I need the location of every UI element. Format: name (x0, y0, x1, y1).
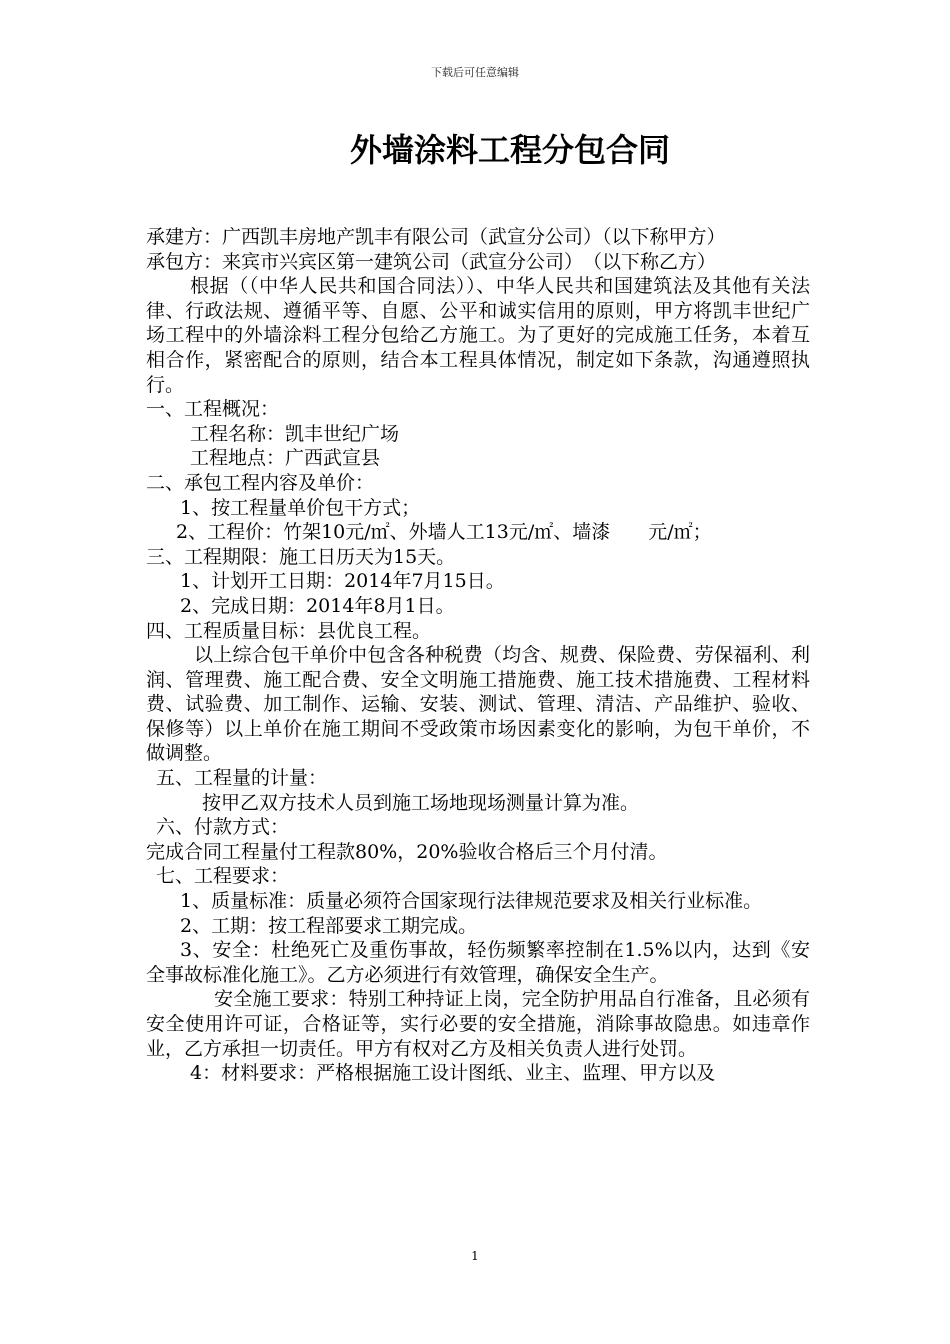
paragraph: 一、工程概况： (146, 398, 280, 421)
paragraph: 七、工程要求： (156, 865, 290, 888)
paragraph: 1、质量标准：质量必须符合国家现行法律规范要求及相关行业标准。 (180, 890, 763, 913)
paragraph: 以上综合包干单价中包含各种税费（均含、规费、保险费、劳保福利、利润、管理费、施工配合费、安全文明施工措施费、施工技术措施费、工程材料费、试验费、加工制作、运输、安装、测试、管理、清洁、产品维护、验收、保修等）以上单价在施工期间不受政策市场因素变化的影响，为包干单价，不做调整。 (146, 644, 810, 765)
paragraph: 二、承包工程内容及单价： (146, 471, 375, 494)
document-body (146, 225, 810, 1086)
paragraph: 3、安全：杜绝死亡及重伤事故，轻伤频繁率控制在1.5%以内，达到《安全事故标准化施工》。乙方必须进行有效管理，确保安全生产。 (146, 939, 810, 986)
document-title: 外墙涂料工程分包合同 (349, 131, 670, 169)
paragraph: 承建方：广西凯丰房地产凯丰有限公司（武宣分公司）（以下称甲方） (146, 226, 726, 248)
paragraph: 三、工程期限：施工日历天为15天。 (146, 545, 456, 568)
paragraph: 1、按工程量单价包干方式； (180, 496, 421, 519)
paragraph: 安全施工要求：特别工种持证上岗，完全防护用品自行准备，且必须有安全使用许可证，合格证等，实行必要的安全措施，消除事故隐患。如违章作业，乙方承担一切责任。甲方有权对乙方及相关负责人进行处罚。 (146, 988, 810, 1060)
paragraph: 完成合同工程量付工程款80%，20%验收合格后三个月付清。 (146, 840, 668, 863)
paragraph: 2、完成日期：2014年8月1日。 (180, 594, 455, 617)
page-header: 下载后可任意编辑 (431, 66, 519, 79)
paragraph: 2、工期：按工程部要求工期完成。 (180, 914, 478, 937)
paragraph: 承包方：来宾市兴宾区第一建筑公司（武宣分公司） （以下称乙方） (146, 250, 717, 273)
paragraph: 1、计划开工日期：2014年7月15日。 (180, 570, 505, 593)
paragraph: 工程名称：凯丰世纪广场 (190, 422, 400, 445)
paragraph: 四、工程质量目标：县优良工程。 (146, 619, 432, 642)
paragraph: 五、工程量的计量： (156, 767, 328, 790)
page-number: 1 (471, 1249, 479, 1263)
paragraph: 工程地点：广西武宣县 (190, 447, 381, 470)
paragraph: 4：材料要求：严格根据施工设计图纸、业主、监理、甲方以及 (190, 1062, 716, 1085)
paragraph: 按甲乙双方技术人员到施工场地现场测量计算为准。 (202, 791, 640, 814)
paragraph: 六、付款方式： (156, 816, 290, 839)
paragraph: 2、工程价：竹架10元/㎡、外墙人工13元/㎡、墙漆 元/㎡； (176, 521, 712, 544)
paragraph: 根据（（中华人民共和国合同法））、中华人民共和国建筑法及其他有关法律、行政法规、遵循平等、自愿、公平和诚实信用的原则，甲方将凯丰世纪广场工程中的外墙涂料工程分包给乙方施工。为了更好的完成施工任务，本着互相合作，紧密配合的原则，结合本工程具体情况，制定如下条款，沟通遵照执行。 (146, 275, 810, 396)
